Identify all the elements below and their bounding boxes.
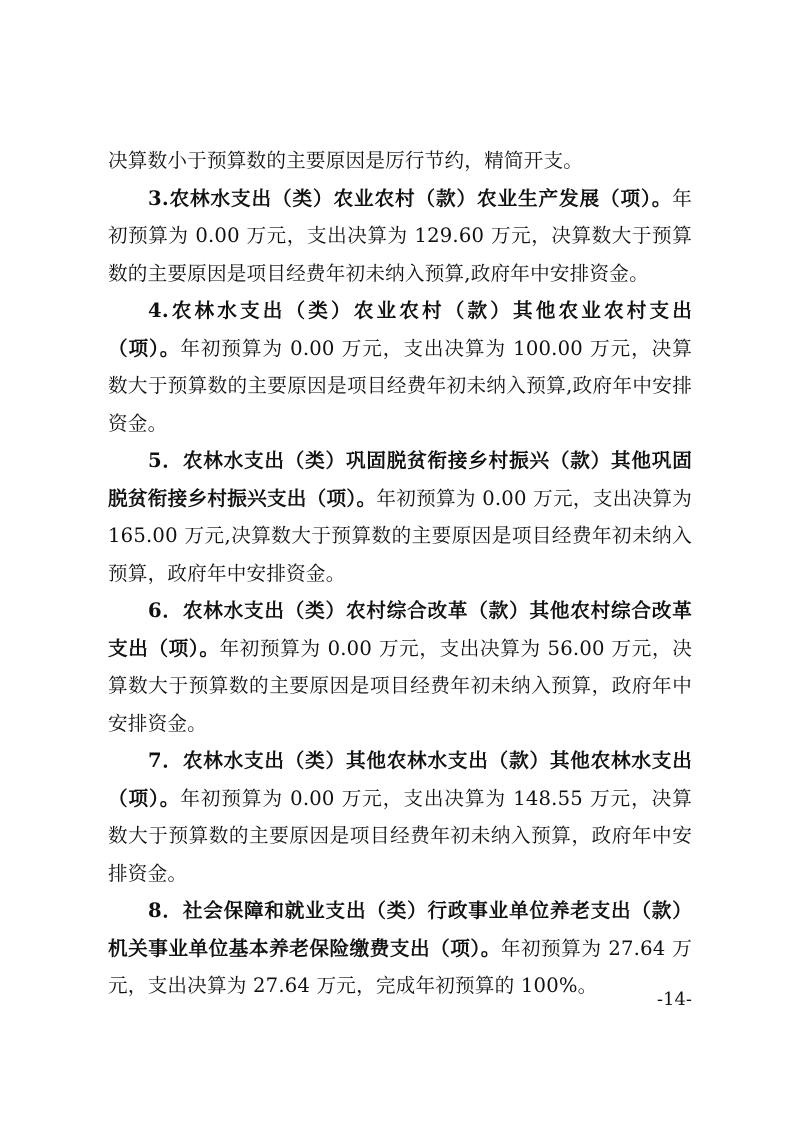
paragraph-5-body: 年初预算为 0.00 万元，支出决算为 56.00 万元，决算数大于预算数的主要原因是项目经费年初未纳入预算，政府年中安排资金。 bbox=[108, 636, 692, 735]
paragraph-2-heading: 3.农林水支出（类）农业农村（款）农业生产发展（项）。 bbox=[148, 186, 673, 210]
paragraph-3 bbox=[108, 292, 692, 442]
paragraph-7 bbox=[108, 892, 692, 1005]
paragraph-7-heading: 8．社会保障和就业支出（类）行政事业单位养老支出（款）机关事业单位基本养老保险缴费支出（项）。 bbox=[108, 899, 692, 960]
paragraph-6-heading: 7．农林水支出（类）其他农林水支出（款）其他农林水支出（项）。 bbox=[108, 749, 692, 810]
paragraph-3-body: 年初预算为 0.00 万元，支出决算为 100.00 万元，决算数大于预算数的主要原因是项目经费年初未纳入预算,政府年中安排资金。 bbox=[108, 336, 693, 435]
paragraph-4-heading: 5．农林水支出（类）巩固脱贫衔接乡村振兴（款）其他巩固脱贫衔接乡村振兴支出（项）。 bbox=[108, 449, 692, 510]
paragraph-3-heading: 4.农林水支出（类）农业农村（款）其他农业农村支出（项）。 bbox=[108, 299, 692, 360]
paragraph-2-body: 年初预算为 0.00 万元，支出决算为 129.60 万元，决算数大于预算数的主要原因是项目经费年初未纳入预算,政府年中安排资金。 bbox=[108, 186, 692, 285]
paragraph-4-body: 年初预算为 0.00 万元，支出决算为 165.00 万元,决算数大于预算数的主要原因是项目经费年初未纳入预算，政府年中安排资金。 bbox=[108, 486, 692, 585]
paragraph-4 bbox=[108, 442, 692, 592]
paragraph-7-body: 年初预算为 27.64 万元，支出决算为 27.64 万元，完成年初预算的 100%。 bbox=[108, 936, 693, 997]
paragraph-6 bbox=[108, 742, 692, 892]
paragraph-1-body: 决算数小于预算数的主要原因是厉行节约，精简开支。 bbox=[108, 149, 584, 172]
paragraph-2 bbox=[108, 180, 692, 293]
paragraph-1 bbox=[108, 142, 692, 180]
paragraph-5 bbox=[108, 592, 692, 742]
document-body bbox=[108, 142, 692, 1005]
page-number: -14- bbox=[656, 989, 692, 1010]
paragraph-6-body: 年初预算为 0.00 万元，支出决算为 148.55 万元，决算数大于预算数的主要原因是项目经费年初未纳入预算，政府年中安排资金。 bbox=[108, 786, 693, 885]
paragraph-5-heading: 6．农林水支出（类）农村综合改革（款）其他农村综合改革支出（项）。 bbox=[108, 599, 692, 660]
